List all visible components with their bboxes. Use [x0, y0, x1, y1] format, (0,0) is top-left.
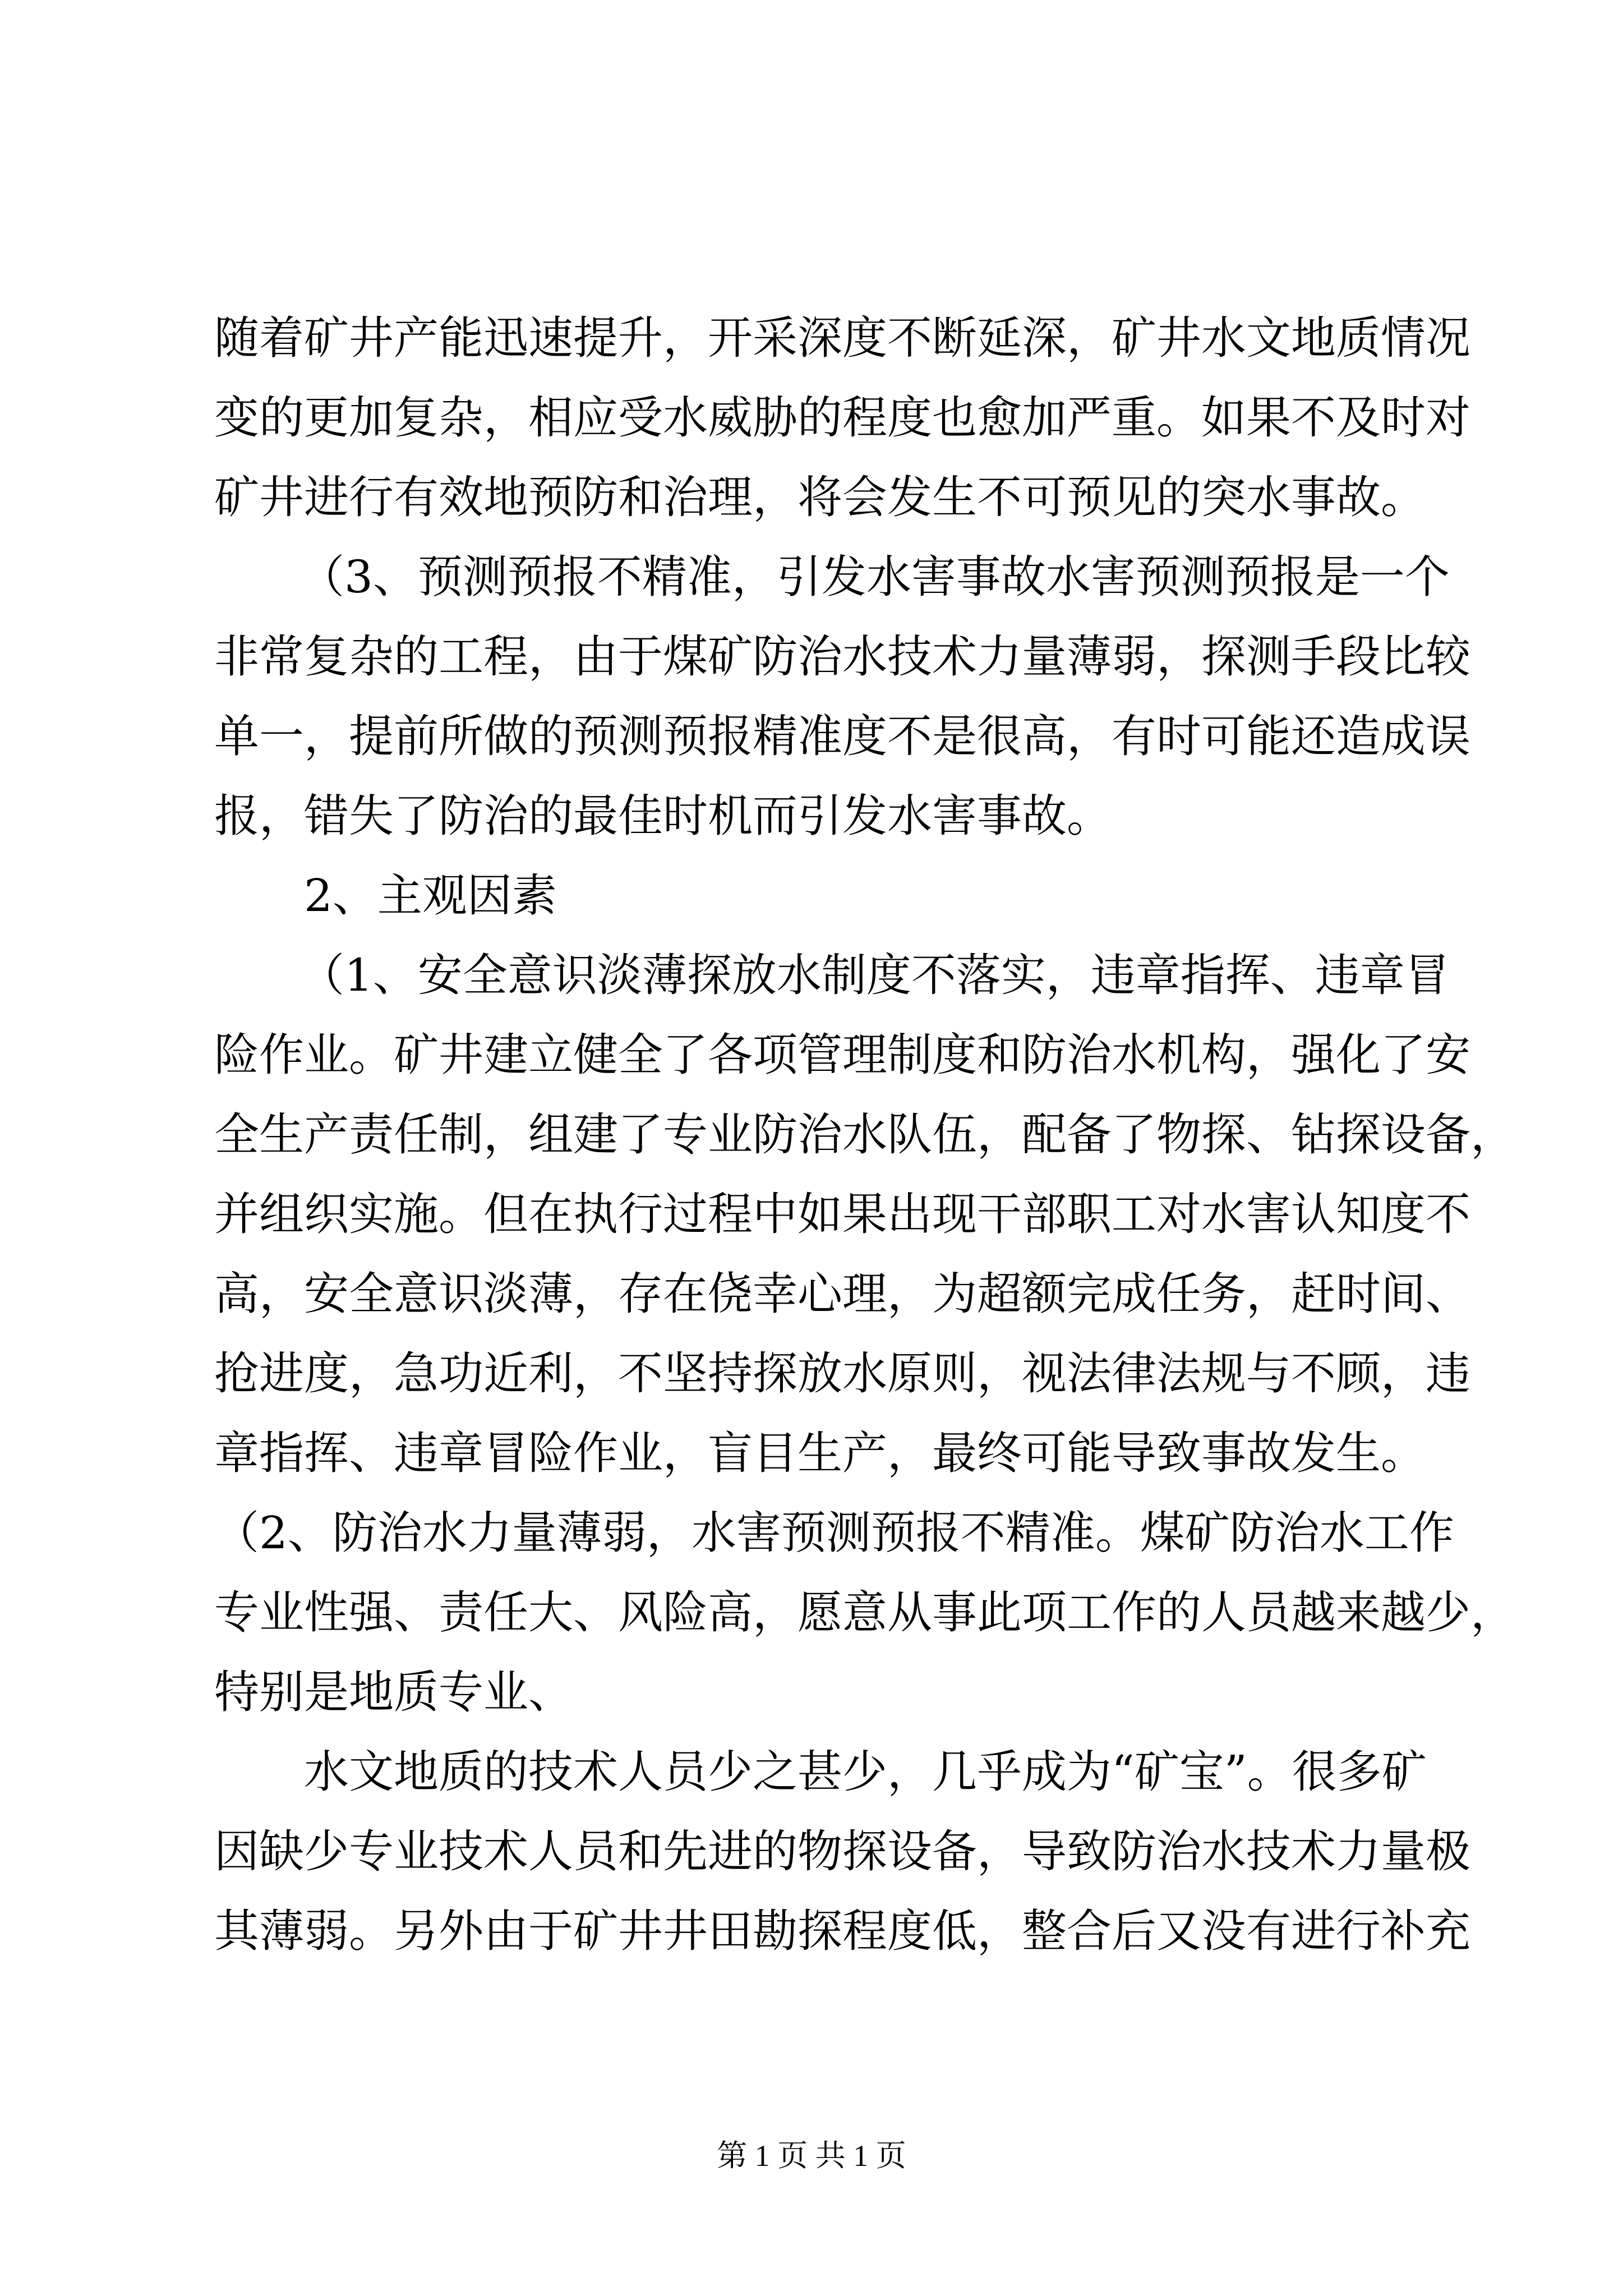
paragraph-line: （2、防治水力量薄弱，水害预测预报不精准。煤矿防治水工作 [214, 1507, 1454, 1559]
paragraph-line: 报，错失了防治的最佳时机而引发水害事故。 [214, 790, 1112, 842]
paragraph-line: 章指挥、违章冒险作业，盲目生产，最终可能导致事故发生。 [214, 1427, 1426, 1479]
paragraph-line: 抢进度，急功近利，不坚持探放水原则，视法律法规与不顾，违 [214, 1347, 1470, 1400]
paragraph-line: 专业性强、责任大、风险高，愿意从事此项工作的人员越来越少， [214, 1586, 1515, 1639]
paragraph-line: 全生产责任制，组建了专业防治水队伍，配备了物探、钻探设备， [214, 1108, 1515, 1161]
paragraph-line: 因缺少专业技术人员和先进的物探设备，导致防治水技术力量极 [214, 1825, 1470, 1878]
paragraph-line: 矿井进行有效地预防和治理，将会发生不可预见的突水事故。 [214, 471, 1426, 523]
paragraph-line: 变的更加复杂，相应受水威胁的程度也愈加严重。如果不及时对 [214, 392, 1470, 444]
paragraph-line: 单一，提前所做的预测预报精准度不是很高，有时可能还造成误 [214, 710, 1470, 762]
paragraph-line: 其薄弱。另外由于矿井井田勘探程度低，整合后又没有进行补充 [214, 1905, 1470, 1957]
page-number-footer: 第 1 页 共 1 页 [717, 2139, 906, 2173]
paragraph-line: 水文地质的技术人员少之甚少，几乎成为“矿宝”。很多矿 [304, 1746, 1427, 1798]
section-heading: 2、主观因素 [304, 869, 557, 922]
paragraph-line: 高，安全意识淡薄，存在侥幸心理，为超额完成任务，赶时间、 [214, 1268, 1470, 1320]
paragraph-line: （3、预测预报不精准，引发水害事故水害预测预报是一个 [299, 551, 1450, 603]
paragraph-line: 险作业。矿井建立健全了各项管理制度和防治水机构，强化了安 [214, 1029, 1470, 1081]
paragraph-line: 并组织实施。但在执行过程中如果出现干部职工对水害认知度不 [214, 1188, 1470, 1240]
paragraph-line: 随着矿井产能迅速提升，开采深度不断延深，矿井水文地质情况 [214, 312, 1470, 364]
paragraph-line: （1、安全意识淡薄探放水制度不落实，违章指挥、违章冒 [299, 949, 1450, 1001]
paragraph-line: 特别是地质专业、 [214, 1666, 573, 1718]
paragraph-line: 非常复杂的工程，由于煤矿防治水技术力量薄弱，探测手段比较 [214, 631, 1470, 683]
